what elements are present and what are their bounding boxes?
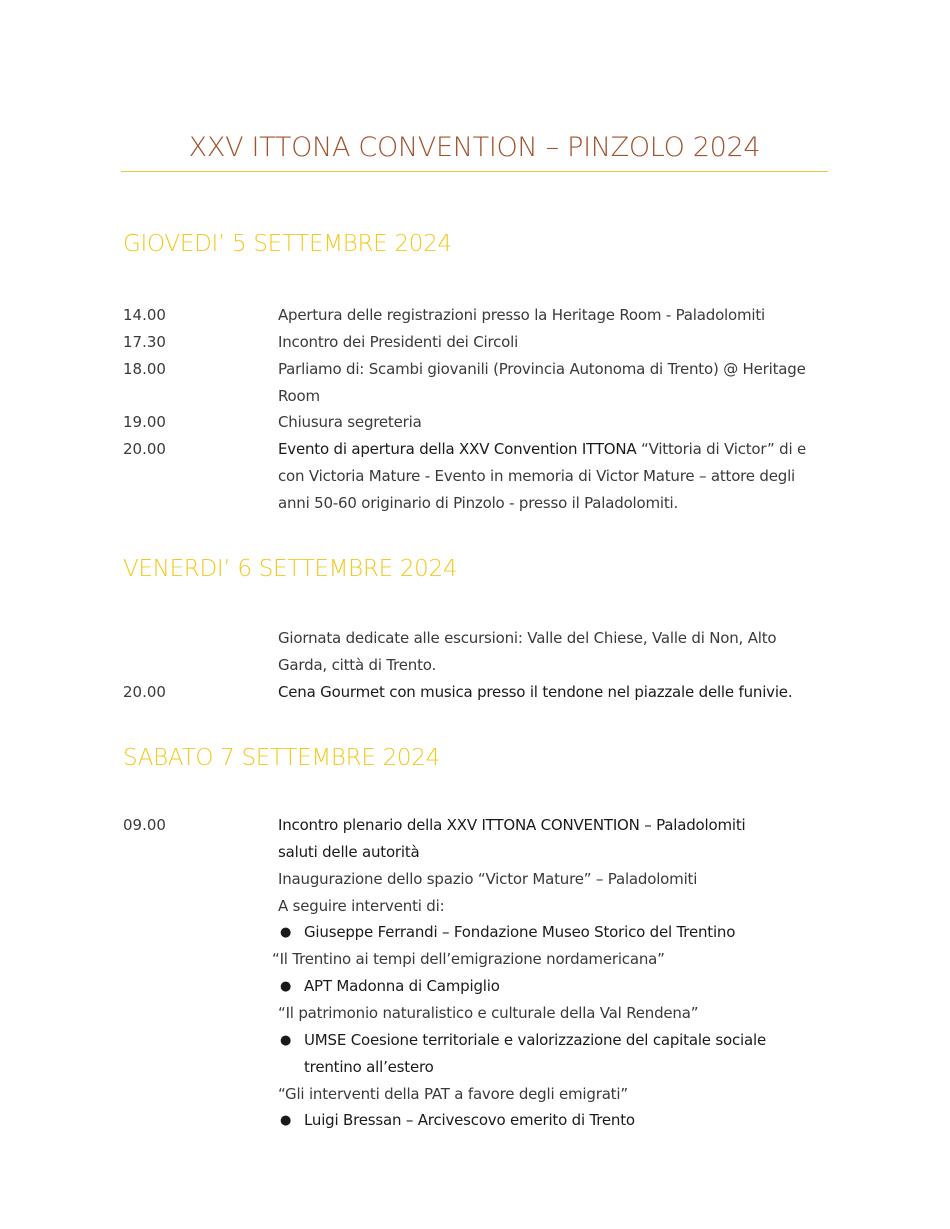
schedule-time: 20.00 <box>123 683 166 701</box>
inauguration-text: Inaugurazione dello spazio “Victor Mature” – Paladolomiti <box>278 870 698 888</box>
speaker-name: Luigi Bressan – Arcivescovo emerito di Trento <box>304 1111 635 1129</box>
event-description: “Vittoria di Victor” di e con Victoria Mature - Evento in memoria di Victor Mature – attore degli anni 50-60 originario di Pinzolo - presso il Paladolomiti. <box>278 440 807 512</box>
schedule-time: 17.30 <box>123 333 166 351</box>
schedule-time: 14.00 <box>123 306 166 324</box>
bullet-icon: ● <box>280 979 292 994</box>
schedule-time: 09.00 <box>123 816 166 834</box>
plenary-subtitle: saluti delle autorità <box>278 843 420 861</box>
title-divider <box>121 171 828 172</box>
schedule-time: 19.00 <box>123 413 166 431</box>
bullet-icon: ● <box>280 925 292 940</box>
day-heading-sabato: SABATO 7 SETTEMBRE 2024 <box>123 745 440 771</box>
speaker-item <box>280 1107 800 1134</box>
schedule-event: Parliamo di: Scambi giovanili (Provincia Autonoma di Trento) @ Heritage Room <box>278 360 806 405</box>
following-text: A seguire interventi di: <box>278 897 445 915</box>
schedule-event: Cena Gourmet con musica presso il tendone nel piazzale delle funivie. <box>278 683 793 701</box>
schedule-event: Chiusura segreteria <box>278 413 422 431</box>
plenary-title: Incontro plenario della XXV ITTONA CONVENTION – Paladolomiti <box>278 816 746 834</box>
schedule-time: 18.00 <box>123 360 166 378</box>
day-heading-venerdi: VENERDI’ 6 SETTEMBRE 2024 <box>123 556 458 582</box>
speaker-talk: “Il patrimonio naturalistico e culturale della Val Rendena” <box>278 1004 699 1022</box>
speaker-item <box>280 1027 780 1081</box>
speaker-name: Giuseppe Ferrandi – Fondazione Museo Storico del Trentino <box>304 923 736 941</box>
schedule-event: Incontro dei Presidenti dei Circoli <box>278 333 519 351</box>
speaker-talk: “Il Trentino ai tempi dell’emigrazione nordamericana” <box>272 950 665 968</box>
event-title: Evento di apertura della XXV Convention ITTONA <box>278 440 637 458</box>
speaker-name: APT Madonna di Campiglio <box>304 977 500 995</box>
schedule-time: 20.00 <box>123 440 166 458</box>
day-heading-giovedi: GIOVEDI’ 5 SETTEMBRE 2024 <box>123 231 452 257</box>
schedule-event: Apertura delle registrazioni presso la Heritage Room - Paladolomiti <box>278 306 766 324</box>
speaker-name: UMSE Coesione territoriale e valorizzazione del capitale sociale trentino all’estero <box>304 1031 766 1076</box>
bullet-icon: ● <box>280 1113 292 1128</box>
speaker-talk: “Gli interventi della PAT a favore degli emigrati” <box>278 1085 628 1103</box>
page-title: XXV ITTONA CONVENTION – PINZOLO 2024 <box>188 132 761 163</box>
schedule-event: Giornata dedicate alle escursioni: Valle del Chiese, Valle di Non, Alto Garda, città di Trento. <box>278 629 777 674</box>
bullet-icon: ● <box>280 1033 292 1048</box>
schedule-event-opening <box>278 436 823 517</box>
speaker-item <box>280 973 800 1000</box>
speaker-item <box>280 919 800 946</box>
